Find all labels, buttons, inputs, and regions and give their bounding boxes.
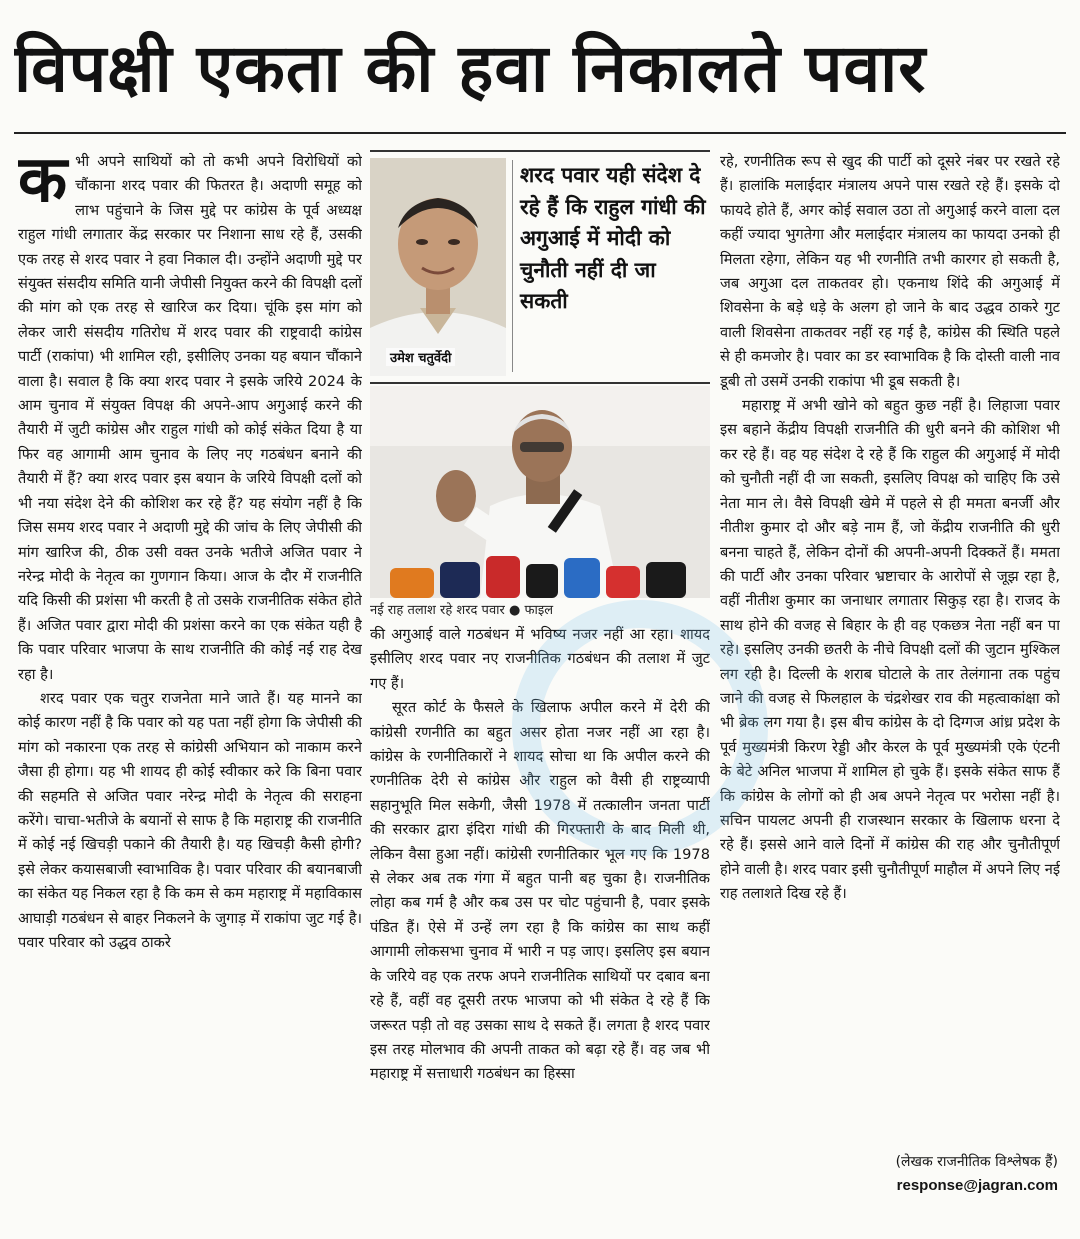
author-byline: (लेखक राजनीतिक विश्लेषक हैं) xyxy=(895,1154,1058,1170)
signoff xyxy=(720,1150,1058,1198)
pull-quote: शरद पवार यही संदेश दे रहे हैं कि राहुल गांधी की अगुआई में मोदी को चुनौती नहीं दी जा सकती xyxy=(520,163,706,313)
author-portrait xyxy=(370,158,506,376)
col1-paragraph-1: भी अपने साथियों को तो कभी अपने विरोधियों को चौंकाना शरद पवार की फितरत है। अदाणी समूह को लाभ पहुंचाने के जिस मुद्दे पर कांग्रेस के पूर्व अध्यक्ष राहुल गांधी लगातार केंद्र सरकार पर निशाना साध रहे हैं, उसकी एक तरह से शरद पवार ने हवा निकाल दी। उन्होंने अदाणी मुद्दे पर संयुक्त संसदीय समिति यानी जेपीसी नियुक्त करने की विपक्षी दलों की मांग को एक तरह से खारिज कर दिया। चूंकि इस मांग को लेकर जारी संसदीय गतिरोध में शरद पवार की राष्ट्रवादी कांग्रेस पार्टी (राकांपा) भी शामिल रही, इसीलिए उनका यह बयान चौंकाने वाला है। सवाल है कि क्या शरद पवार ने इसके जरिये 2024 के आम चुनाव में संयुक्त विपक्ष की अपने-आप अगुआई करने की तैयारी में जुटी कांग्रेस और राहुल गांधी को कोई संकेत दिया है या फिर वह आगामी आम चुनाव के लिए नए गठबंधन बनाने की तैयारी में हैं? क्या शरद पवार इस बयान के जरिये विपक्षी दलों को भी नया संदेश देने की कोशिश कर रहे हैं? यह संयोग नहीं है कि जिस समय शरद पवार ने अदाणी मुद्दे की जांच के लिए जेपीसी की मांग खारिज की, ठीक उसी वक्त उनके भतीजे अजित पवार ने नरेन्द्र मोदी के नेतृत्व का गुणगान किया। आज के दौर में राजनीति यदि किसी की प्रशंसा भी करती है तो उसके राजनीतिक संकेत होते हैं। अजित पवार द्वारा मोदी की प्रशंसा करने का एक संकेत यही है कि पवार परिवार भाजपा के साथ राजनीति की कोई नई राह देख रहा है। xyxy=(18,153,362,683)
column-1 xyxy=(18,150,362,1210)
column-3 xyxy=(720,150,1060,1150)
col3-paragraph-2: महाराष्ट्र में अभी खोने को बहुत कुछ नहीं है। लिहाजा पवार इस बहाने केंद्रीय विपक्षी राजनीति की धुरी बनने की कोशिश भी कर रहे हैं। वह यह संदेश दे रहे हैं कि राहुल की अगुआई में मोदी को चुनौती नहीं दी जा सकती, इसलिए विपक्ष को चाहिए कि उसे नेता मान ले। वैसे विपक्षी खेमे में पहले से ही ममता बनर्जी और नीतीश कुमार दो और बड़े नाम हैं, जो केंद्रीय राजनीति की धुरी बनना चाहते हैं, लेकिन दोनों की अपनी-अपनी दिक्कतें हैं। ममता की पार्टी और उनका परिवार भ्रष्टाचार के आरोपों से जूझ रहा है, वहीं नीतीश कुमार का जनाधार लगातार सिकुड़ रहा है। राजद के साथ होने की वजह से बिहार के ही वह एकछत्र नेता नहीं बन पा रहे। इसलिए उनकी छतरी के नीचे विपक्षी दलों की जुटान मुश्किल लग रही है। दिल्ली के शराब घोटाले के तार तेलंगाना तक पहुंच जाने की वजह से फिलहाल के चंद्रशेखर राव की महत्वाकांक्षा को भी ब्रेक लग गया है। इस बीच कांग्रेस के दो दिग्गज आंध्र प्रदेश के पूर्व मुख्यमंत्री किरण रेड्डी और केरल के पूर्व मुख्यमंत्री एके एंटनी के बेटे अनिल भाजपा में शामिल हो चुके हैं। इसके संकेत साफ हैं कि कांग्रेस के लोगों को ही अब अपने नेतृत्व पर भरोसा नहीं है। सचिन पायलट अपनी ही राजस्थान सरकार के खिलाफ धरना दे रहे हैं। इससे आने वाले दिनों में कांग्रेस की राह और चुनौतीपूर्ण होने वाली है। शरद पवार इसी चुनौतीपूर्ण माहौल में अपने लिए नई राह तलाशते दिख रहे हैं। xyxy=(720,397,1060,903)
author-name: उमेश चतुर्वेदी xyxy=(386,348,455,366)
sharad-pawar-photo xyxy=(370,386,710,598)
col3-paragraph-1: रहे, रणनीतिक रूप से खुद की पार्टी को दूसरे नंबर पर रखते रहे हैं। हालांकि मलाईदार मंत्रालय अपने पास रखते रहे हैं। इसके दो फायदे होते हैं, अगर कोई सवाल उठा तो अगुआई करने वाला दल कहीं ज्यादा भुगतेगा और मलाईदार मंत्रालय का फायदा उनको ही मिलता रहेगा, लेकिन यह भी रणनीति तभी कारगर हो सकती है, जब अगुआ दल ताकतवर हो। एकनाथ शिंदे की अगुआई में शिवसेना के बड़े धड़े के अलग हो जाने के बाद उद्धव ठाकरे गुट वाली शिवसेना ताकतवर नहीं रह गई है, कांग्रेस की स्थिति पहले से ही कमजोर है। पवार का डर स्वाभाविक है कि दोस्ती वाली नाव डूबी तो उसमें उनकी राकांपा भी डूब सकती है। xyxy=(720,153,1060,390)
pull-quote-box xyxy=(370,150,710,384)
col2-paragraph-1: की अगुआई वाले गठबंधन में भविष्य नजर नहीं आ रहा। शायद इसीलिए शरद पवार नए राजनीतिक गठबंधन की तलाश में जुट गए हैं। xyxy=(370,626,710,692)
photo-caption: नई राह तलाश रहे शरद पवार ● फाइल xyxy=(370,603,554,618)
column-2 xyxy=(370,623,710,1203)
headline-rule xyxy=(14,132,1066,134)
col2-paragraph-2: सूरत कोर्ट के फैसले के खिलाफ अपील करने में देरी की कांग्रेसी रणनीति का बहुत असर होता नजर नहीं आ रहा है। कांग्रेस के रणनीतिकारों ने शायद सोचा था कि अपील करने की रणनीतिक देरी से कांग्रेस और राहुल को वैसी ही राष्ट्रव्यापी सहानुभूति मिल सकेगी, जैसी 1978 में तत्कालीन जनता पार्टी की सरकार द्वारा इंदिरा गांधी की गिरफ्तारी के बाद मिली थी, लेकिन वैसा हुआ नहीं। कांग्रेसी रणनीतिकार भूल गए कि 1978 से लेकर अब तक गंगा में बहुत पानी बह चुका है। राजनीतिक लोहा कब गर्म है और कब उस पर चोट पहुंचानी है, पवार इसके पंडित हैं। ऐसे में उन्हें लग रहा है कि कांग्रेस का साथ कहीं आगामी लोकसभा चुनाव में भारी न पड़ जाए। इसलिए इस बयान के जरिये वह एक तरफ अपने राजनीतिक साथियों पर दबाव बना रहे हैं, वहीं वह दूसरी तरफ भाजपा को भी संकेत दे रहे हैं कि जरूरत पड़ी तो वह उसका साथ दे सकते हैं। लगता है शरद पवार इस तरह मोलभाव की अपनी ताकत को बढ़ा रहे हैं। वह जब भी महाराष्ट्र में सत्ताधारी गठबंधन का हिस्सा xyxy=(370,699,710,1083)
quote-divider xyxy=(512,160,513,372)
headline: विपक्षी एकता की हवा निकालते पवार xyxy=(14,30,927,107)
drop-cap: क xyxy=(18,150,68,217)
response-email: response@jagran.com xyxy=(896,1177,1058,1194)
col1-paragraph-2: शरद पवार एक चतुर राजनेता माने जाते हैं। यह मानने का कोई कारण नहीं है कि पवार को यह पता नहीं होगा कि जेपीसी की मांग को नकारना एक तरह से कांग्रेसी अभियान को नाकाम करने जैसा ही होगा। यह भी शायद ही कोई स्वीकार करे कि बिना पवार की सहमति से अजित पवार नरेन्द्र मोदी के नेतृत्व की सराहना करेंगे। चाचा-भतीजे के बयानों से साफ है कि महाराष्ट्र की राजनीति में कोई नई खिचड़ी पकाने की तैयारी है। यह खिचड़ी कैसी होगी? इसे लेकर कयासबाजी स्वाभाविक है। पवार परिवार की बयानबाजी का संकेत यह निकल रहा है कि कम से कम महाराष्ट्र में महाविकास आघाड़ी गठबंधन से बाहर निकलने के जुगाड़ में राकांपा जुट गई है। पवार परिवार को उद्धव ठाकरे xyxy=(18,689,362,951)
